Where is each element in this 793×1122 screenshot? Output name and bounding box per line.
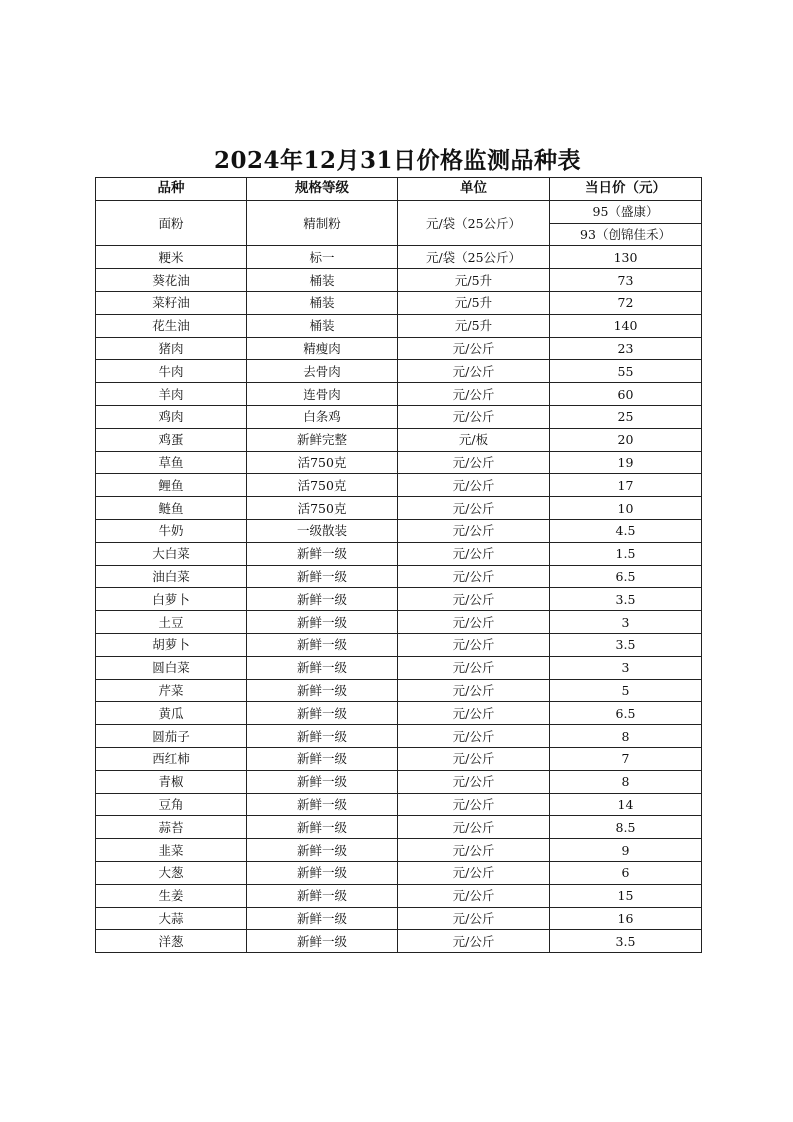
cell-spec: 精制粉	[247, 200, 398, 246]
cell-unit: 元/公斤	[398, 770, 550, 793]
header-variety: 品种	[96, 178, 247, 201]
cell-spec: 新鲜一级	[247, 611, 398, 634]
cell-spec: 新鲜一级	[247, 930, 398, 953]
cell-price: 140	[550, 314, 702, 337]
table-row	[96, 839, 702, 862]
table-row	[96, 519, 702, 542]
cell-unit: 元/公斤	[398, 405, 550, 428]
cell-price: 8	[550, 770, 702, 793]
cell-name: 牛肉	[96, 360, 247, 383]
cell-name: 面粉	[96, 200, 247, 246]
cell-spec: 新鲜一级	[247, 884, 398, 907]
cell-name: 鲢鱼	[96, 497, 247, 520]
price-table	[95, 177, 702, 953]
table-row	[96, 930, 702, 953]
cell-unit: 元/公斤	[398, 702, 550, 725]
cell-price: 5	[550, 679, 702, 702]
cell-unit: 元/5升	[398, 314, 550, 337]
cell-unit: 元/公斤	[398, 497, 550, 520]
cell-name: 芹菜	[96, 679, 247, 702]
cell-name: 土豆	[96, 611, 247, 634]
table-header-row	[96, 178, 702, 201]
cell-spec: 连骨肉	[247, 383, 398, 406]
cell-price: 3	[550, 656, 702, 679]
table-row	[96, 337, 702, 360]
table-row	[96, 816, 702, 839]
cell-name: 青椒	[96, 770, 247, 793]
table-row	[96, 861, 702, 884]
cell-name: 油白菜	[96, 565, 247, 588]
cell-price: 16	[550, 907, 702, 930]
cell-unit: 元/公斤	[398, 907, 550, 930]
cell-price: 95（盛康）	[550, 200, 702, 223]
table-row	[96, 474, 702, 497]
cell-spec: 新鲜一级	[247, 656, 398, 679]
cell-price: 6.5	[550, 565, 702, 588]
cell-unit: 元/公斤	[398, 816, 550, 839]
cell-price: 3.5	[550, 588, 702, 611]
cell-spec: 新鲜完整	[247, 428, 398, 451]
table-row	[96, 611, 702, 634]
table-row	[96, 428, 702, 451]
cell-unit: 元/公斤	[398, 337, 550, 360]
cell-unit: 元/公斤	[398, 930, 550, 953]
cell-name: 猪肉	[96, 337, 247, 360]
cell-price: 25	[550, 405, 702, 428]
cell-unit: 元/公斤	[398, 474, 550, 497]
cell-unit: 元/公斤	[398, 565, 550, 588]
table-row	[96, 542, 702, 565]
cell-spec: 新鲜一级	[247, 747, 398, 770]
cell-unit: 元/袋（25公斤）	[398, 200, 550, 246]
cell-spec: 桶装	[247, 314, 398, 337]
cell-spec: 桶装	[247, 269, 398, 292]
table-row	[96, 770, 702, 793]
header-spec-grade: 规格等级	[247, 178, 398, 201]
cell-name: 大白菜	[96, 542, 247, 565]
cell-name: 黄瓜	[96, 702, 247, 725]
cell-name: 羊肉	[96, 383, 247, 406]
cell-price: 3.5	[550, 930, 702, 953]
cell-name: 葵花油	[96, 269, 247, 292]
table-row	[96, 907, 702, 930]
cell-spec: 新鲜一级	[247, 702, 398, 725]
cell-unit: 元/5升	[398, 291, 550, 314]
cell-spec: 新鲜一级	[247, 770, 398, 793]
table-row	[96, 314, 702, 337]
cell-price: 15	[550, 884, 702, 907]
cell-name: 洋葱	[96, 930, 247, 953]
cell-price: 3	[550, 611, 702, 634]
cell-name: 粳米	[96, 246, 247, 269]
cell-spec: 活750克	[247, 451, 398, 474]
cell-unit: 元/5升	[398, 269, 550, 292]
table-row	[96, 246, 702, 269]
cell-unit: 元/公斤	[398, 679, 550, 702]
table-row	[96, 291, 702, 314]
cell-price: 72	[550, 291, 702, 314]
cell-name: 韭菜	[96, 839, 247, 862]
cell-unit: 元/公斤	[398, 633, 550, 656]
table-row	[96, 405, 702, 428]
cell-spec: 去骨肉	[247, 360, 398, 383]
page-title: 2024年12月31日价格监测品种表	[213, 147, 582, 174]
cell-spec: 白条鸡	[247, 405, 398, 428]
cell-price: 7	[550, 747, 702, 770]
cell-spec: 新鲜一级	[247, 839, 398, 862]
cell-spec: 活750克	[247, 474, 398, 497]
cell-spec: 新鲜一级	[247, 542, 398, 565]
cell-name: 草鱼	[96, 451, 247, 474]
table-row	[96, 633, 702, 656]
cell-price: 9	[550, 839, 702, 862]
table-row	[96, 360, 702, 383]
cell-price: 8	[550, 725, 702, 748]
cell-unit: 元/公斤	[398, 383, 550, 406]
cell-price: 130	[550, 246, 702, 269]
cell-spec: 一级散装	[247, 519, 398, 542]
cell-price: 4.5	[550, 519, 702, 542]
table-row	[96, 383, 702, 406]
cell-unit: 元/公斤	[398, 725, 550, 748]
table-row	[96, 269, 702, 292]
table-row	[96, 679, 702, 702]
cell-unit: 元/公斤	[398, 861, 550, 884]
table-row	[96, 747, 702, 770]
cell-price: 1.5	[550, 542, 702, 565]
table-row	[96, 725, 702, 748]
cell-spec: 新鲜一级	[247, 588, 398, 611]
table-row	[96, 588, 702, 611]
cell-unit: 元/公斤	[398, 656, 550, 679]
cell-spec: 活750克	[247, 497, 398, 520]
cell-name: 大蒜	[96, 907, 247, 930]
cell-unit: 元/板	[398, 428, 550, 451]
cell-name: 西红柿	[96, 747, 247, 770]
cell-name: 鸡肉	[96, 405, 247, 428]
cell-name: 豆角	[96, 793, 247, 816]
cell-unit: 元/袋（25公斤）	[398, 246, 550, 269]
cell-unit: 元/公斤	[398, 793, 550, 816]
cell-price: 20	[550, 428, 702, 451]
cell-name: 花生油	[96, 314, 247, 337]
cell-name: 鸡蛋	[96, 428, 247, 451]
table-body	[96, 200, 702, 952]
cell-price: 17	[550, 474, 702, 497]
cell-spec: 标一	[247, 246, 398, 269]
cell-name: 菜籽油	[96, 291, 247, 314]
table-row	[96, 451, 702, 474]
cell-spec: 新鲜一级	[247, 725, 398, 748]
cell-spec: 新鲜一级	[247, 679, 398, 702]
cell-unit: 元/公斤	[398, 451, 550, 474]
table-row	[96, 200, 702, 223]
cell-name: 蒜苔	[96, 816, 247, 839]
cell-unit: 元/公斤	[398, 519, 550, 542]
cell-name: 白萝卜	[96, 588, 247, 611]
cell-price: 3.5	[550, 633, 702, 656]
header-price: 当日价（元）	[550, 178, 702, 201]
cell-name: 鲤鱼	[96, 474, 247, 497]
cell-price: 19	[550, 451, 702, 474]
table-row	[96, 702, 702, 725]
cell-unit: 元/公斤	[398, 542, 550, 565]
cell-spec: 桶装	[247, 291, 398, 314]
table-row	[96, 884, 702, 907]
cell-price: 55	[550, 360, 702, 383]
cell-price: 10	[550, 497, 702, 520]
cell-spec: 新鲜一级	[247, 907, 398, 930]
table-row	[96, 656, 702, 679]
cell-unit: 元/公斤	[398, 747, 550, 770]
cell-unit: 元/公斤	[398, 360, 550, 383]
cell-price: 23	[550, 337, 702, 360]
cell-name: 牛奶	[96, 519, 247, 542]
cell-name: 胡萝卜	[96, 633, 247, 656]
cell-unit: 元/公斤	[398, 611, 550, 634]
header-unit: 单位	[398, 178, 550, 201]
cell-spec: 新鲜一级	[247, 861, 398, 884]
cell-spec: 新鲜一级	[247, 565, 398, 588]
cell-price: 93（创锦佳禾）	[550, 223, 702, 246]
cell-name: 圆白菜	[96, 656, 247, 679]
cell-name: 大葱	[96, 861, 247, 884]
cell-spec: 精瘦肉	[247, 337, 398, 360]
cell-price: 60	[550, 383, 702, 406]
cell-unit: 元/公斤	[398, 839, 550, 862]
cell-unit: 元/公斤	[398, 588, 550, 611]
cell-spec: 新鲜一级	[247, 816, 398, 839]
table-row	[96, 793, 702, 816]
table-row	[96, 497, 702, 520]
cell-price: 73	[550, 269, 702, 292]
cell-price: 8.5	[550, 816, 702, 839]
table-row	[96, 565, 702, 588]
cell-name: 圆茄子	[96, 725, 247, 748]
cell-spec: 新鲜一级	[247, 633, 398, 656]
cell-price: 6.5	[550, 702, 702, 725]
cell-name: 生姜	[96, 884, 247, 907]
cell-spec: 新鲜一级	[247, 793, 398, 816]
cell-unit: 元/公斤	[398, 884, 550, 907]
cell-price: 6	[550, 861, 702, 884]
cell-price: 14	[550, 793, 702, 816]
